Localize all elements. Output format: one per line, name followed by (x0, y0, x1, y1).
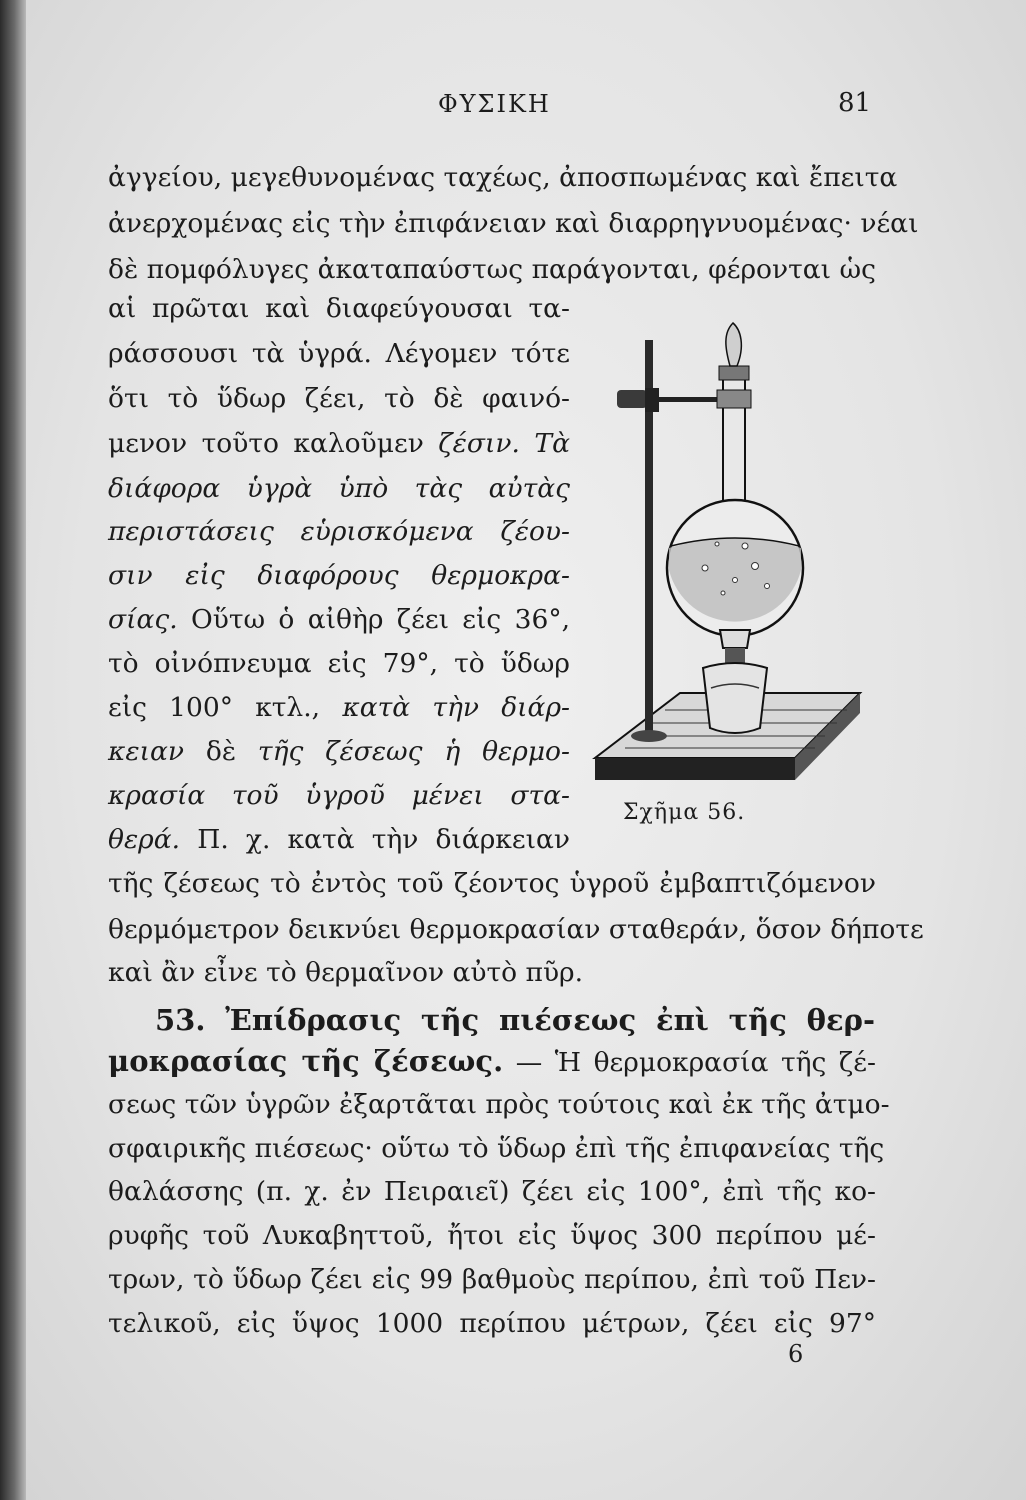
flask-bottom (720, 630, 750, 648)
text-line (108, 824, 570, 855)
text-line: θερμόμετρον δεικνύει θερμοκρασίαν σταθεράν, ὅσον δήποτε (108, 914, 924, 945)
figure-caption: Σχῆμα 56. (623, 800, 746, 825)
section-title: Ἐπίδρασις τῆς πιέσεως ἐπὶ τῆς θερ- (225, 1003, 875, 1037)
spirit-lamp (703, 663, 767, 733)
text-line: τῆς ζέσεως τὸ ἐντὸς τοῦ ζέοντος ὑγροῦ ἐμβαπτιζόμενον (108, 868, 876, 899)
text-line: ἀγγείου, μεγεθυνομένας ταχέως, ἀποσπωμένας καὶ ἔπειτα (108, 162, 898, 193)
text-line (108, 736, 570, 767)
text-span-italic: τῆς ζέσεως ἡ θερμο- (257, 736, 570, 767)
text-line: σφαιρικῆς πιέσεως· οὕτω τὸ ὕδωρ ἐπὶ τῆς ἐπιφανείας τῆς (108, 1133, 885, 1164)
text-span-italic: σίας. (108, 604, 178, 635)
text-line: τρων, τὸ ὕδωρ ζέει εἰς 99 βαθμοὺς περίπου, ἐπὶ τοῦ Πεν- (108, 1264, 876, 1295)
text-line: ρυφῆς τοῦ Λυκαβηττοῦ, ἤτοι εἰς ὕψος 300 περίπου μέ- (108, 1220, 876, 1251)
text-line: ἀνερχομένας εἰς τὴν ἐπιφάνειαν καὶ διαρρηγνυομένας· νέαι (108, 208, 919, 239)
glass-tube (726, 323, 741, 366)
text-span: δὲ (205, 736, 237, 767)
text-span: Οὕτω ὁ αἰθὴρ ζέει εἰς 36°, (190, 604, 570, 635)
text-span-italic: θερά. (108, 824, 181, 855)
running-title: ΦΥΣΙΚΗ (438, 90, 551, 118)
rod-foot (631, 730, 667, 742)
text-span-italic: κατὰ τὴν διάρ- (342, 692, 570, 723)
text-line: αἱ πρῶται καὶ διαφεύγουσαι τα- (108, 293, 570, 324)
text-line: σιν εἰς διαφόρους θερμοκρα- (108, 560, 570, 591)
text-line: καὶ ἂν εἶνε τὸ θερμαῖνον αὐτὸ πῦρ. (108, 957, 584, 988)
text-line (108, 604, 570, 635)
text-line: τὸ οἰνόπνευμα εἰς 79°, τὸ ὕδωρ (108, 648, 570, 679)
text-line: θαλάσσης (π. χ. ἐν Πειραιεῖ) ζέει εἰς 100°, ἐπὶ τῆς κο- (108, 1176, 876, 1207)
clamp-screw (617, 390, 647, 408)
term-zesis: ζέσιν. (438, 428, 520, 459)
section-title-cont: μοκρασίας τῆς ζέσεως. (108, 1044, 504, 1078)
text-span: — Ἡ θερμοκρασία τῆς ζέ- (515, 1047, 876, 1078)
stand-base-front (595, 758, 795, 780)
text-span-italic: κειαν (108, 736, 184, 767)
text-line (108, 692, 570, 723)
text-span: Π. χ. κατὰ τὴν διάρκειαν (197, 824, 570, 855)
text-span: μενον τοῦτο καλοῦμεν (108, 428, 424, 459)
neck-clamp (717, 390, 751, 408)
text-line (108, 1044, 876, 1078)
text-span-italic: Τὰ (534, 428, 570, 459)
text-line: τελικοῦ, εἰς ὕψος 1000 περίπου μέτρων, ζέει εἰς 97° (108, 1308, 876, 1339)
page-number: 81 (838, 88, 872, 118)
signature-mark: 6 (788, 1340, 804, 1368)
running-head (0, 82, 1026, 122)
text-line: διάφορα ὑγρὰ ὑπὸ τὰς αὐτὰς (108, 473, 570, 504)
boiling-flask-illustration (585, 318, 865, 798)
text-line: σεως τῶν ὑγρῶν ἐξαρτᾶται πρὸς τούτοις καὶ ἐκ τῆς ἀτμο- (108, 1089, 890, 1120)
clamp-boss (645, 388, 659, 412)
text-span: εἰς 100° κτλ., (108, 692, 321, 723)
text-line: περιστάσεις εὑρισκόμενα ζέου- (108, 516, 570, 547)
section-heading-line (155, 1003, 875, 1037)
section-number: 53. (155, 1003, 206, 1037)
text-line: κρασία τοῦ ὑγροῦ μένει στα- (108, 780, 570, 811)
text-line (108, 428, 570, 459)
text-line: δὲ πομφόλυγες ἀκαταπαύστως παράγονται, φέρονται ὡς (108, 254, 876, 285)
text-line: ὅτι τὸ ὕδωρ ζέει, τὸ δὲ φαινό- (108, 383, 570, 414)
text-line: ράσσουσι τὰ ὑγρά. Λέγομεν τότε (108, 338, 570, 369)
cork-stopper (719, 366, 749, 380)
page-binding-shadow (0, 0, 26, 1500)
